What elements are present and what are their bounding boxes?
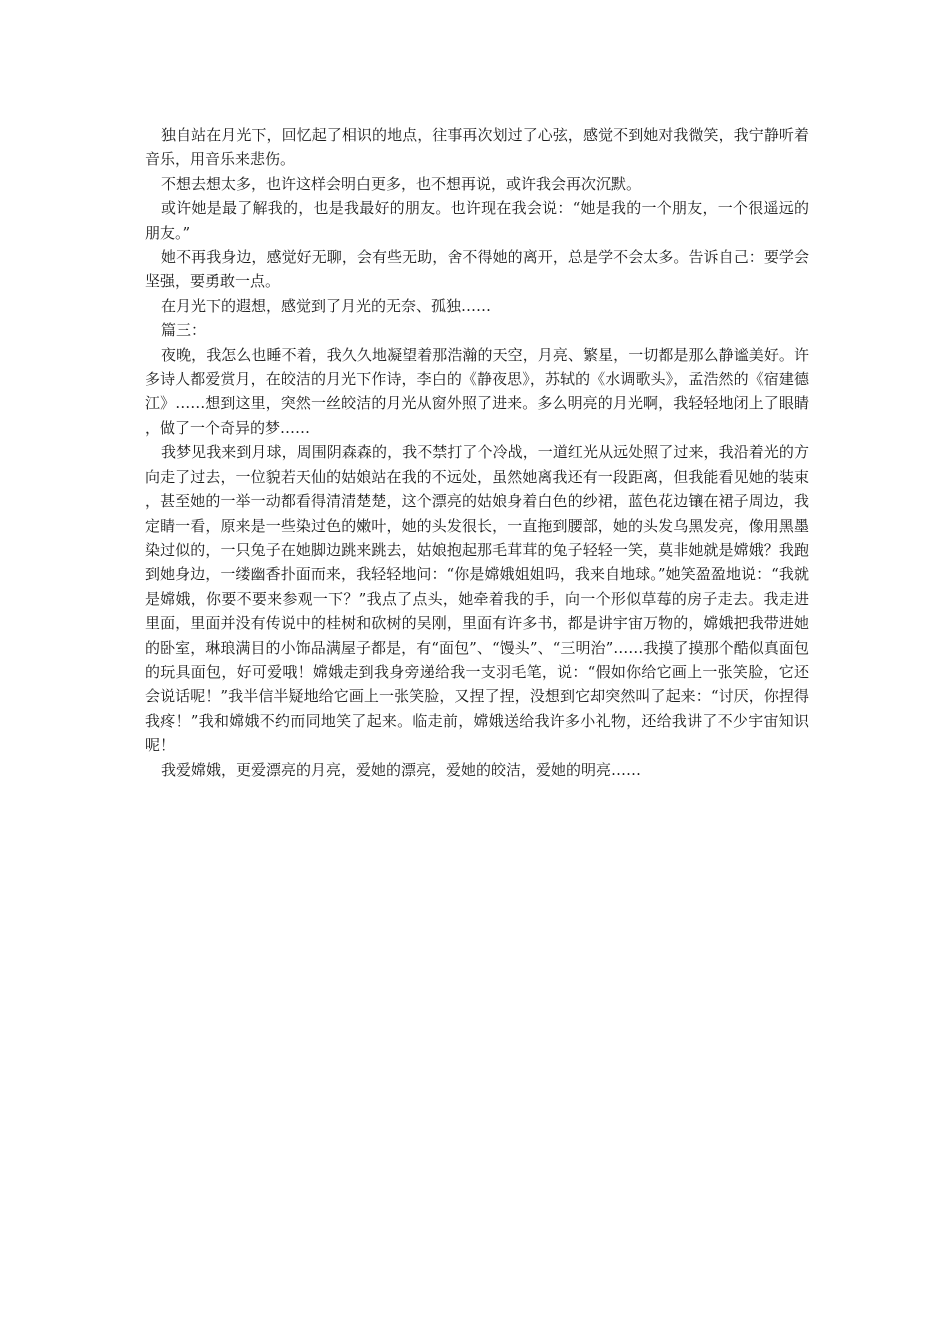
paragraph: 我爱嫦娥，更爱漂亮的月亮，爱她的漂亮，爱她的皎洁，爱她的明亮…… bbox=[161, 760, 642, 779]
section-heading: 篇三： bbox=[161, 321, 207, 340]
paragraph: 她不再我身边，感觉好无聊，会有些无助，舍不得她的离开，总是学不会太多。告诉自己：要学会坚强，要勇敢一点。 bbox=[145, 248, 809, 291]
paragraph: 不想去想太多，也许这样会明白更多，也不想再说，或许我会再次沉默。 bbox=[161, 174, 642, 193]
paragraph: 我梦见我来到月球，周围阴森森的，我不禁打了个冷战，一道红光从远处照了过来，我沿着光的方向走了过去，一位貌若天仙的姑娘站在我的不远处，虽然她离我还有一段距离，但我能看见她的装束，甚至她的一举一动都看得清清楚楚，这个漂亮的姑娘身着白色的纱裙，蓝色花边镶在裙子周边，我定睛一看，原来是一些染过色的嫩叶，她的头发很长，一直拖到腰部，她的头发乌黑发亮，像用黑墨染过似的，一只兔子在她脚边跳来跳去，姑娘抱起那毛茸茸的兔子轻轻一笑，莫非她就是嫦娥？我跑到她身边，一缕幽香扑面而来，我轻轻地问：“你是嫦娥姐姐吗，我来自地球。”她笑盈盈地说：“我就是嫦娥，你要不要来参观一下？”我点了点头，她牵着我的手，向一个形似草莓的房子走去。我走进里面，里面并没有传说中的桂树和砍树的吴刚，里面有许多书，都是讲宇宙万物的，嫦娥把我带进她的卧室，琳琅满目的小饰品满屋子都是，有“面包”、“馒头”、“三明治”……我摸了摸那个酷似真面包的玩具面包，好可爱哦！嫦娥走到我身旁递给我一支羽毛笔，说：“假如你给它画上一张笑脸，它还会说话呢！”我半信半疑地给它画上一张笑脸，又捏了捏，没想到它却突然叫了起来：“讨厌，你捏得我疼！”我和嫦娥不约而同地笑了起来。临走前，嫦娥送给我许多小礼物，还给我讲了不少宇宙知识呢！ bbox=[145, 443, 809, 755]
document-body bbox=[145, 123, 809, 782]
paragraph: 在月光下的遐想，感觉到了月光的无奈、孤独…… bbox=[161, 296, 492, 315]
paragraph: 夜晚，我怎么也睡不着，我久久地凝望着那浩瀚的天空，月亮、繁星，一切都是那么静谧美好。许多诗人都爱赏月，在皎洁的月光下作诗，李白的《静夜思》，苏轼的《水调歌头》，孟浩然的《宿建德江》……想到这里，突然一丝皎洁的月光从窗外照了进来。多么明亮的月光啊，我轻轻地闭上了眼睛，做了一个奇异的梦…… bbox=[145, 345, 809, 437]
paragraph: 独自站在月光下，回忆起了相识的地点，往事再次划过了心弦，感觉不到她对我微笑，我宁静听着音乐，用音乐来悲伤。 bbox=[145, 126, 809, 169]
paragraph: 或许她是最了解我的，也是我最好的朋友。也许现在我会说：“她是我的一个朋友，一个很遥远的朋友。” bbox=[145, 199, 809, 242]
